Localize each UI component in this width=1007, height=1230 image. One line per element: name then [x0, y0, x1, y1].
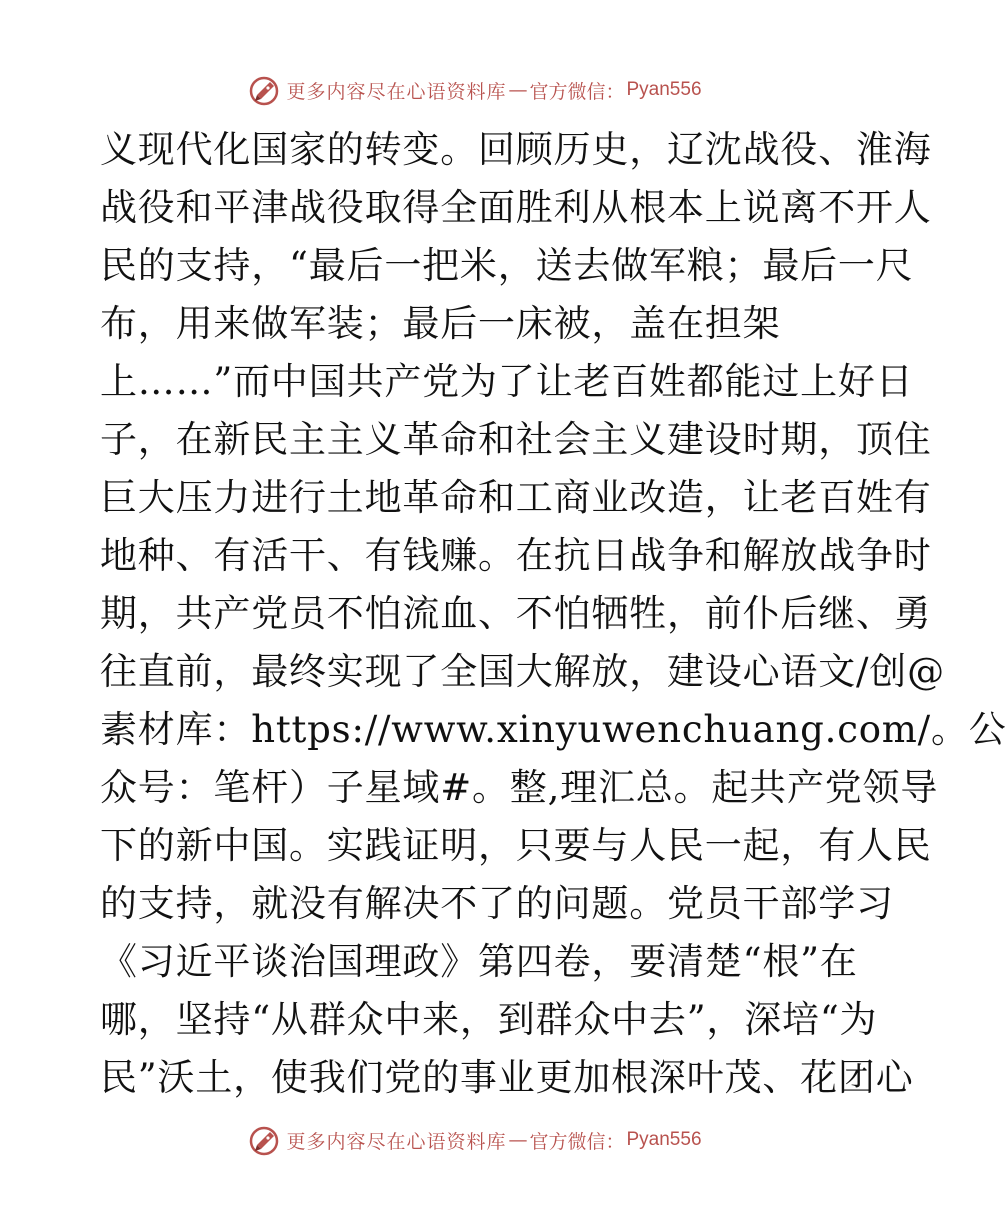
text-line: 哪，坚持“从群众中来，到群众中去”，深培“为: [100, 998, 878, 1041]
banner-dash: —: [508, 1129, 528, 1151]
text-line: 义现代化国家的转变。回顾历史，辽沈战役、淮海: [100, 128, 932, 171]
text-line: 民”沃土，使我们党的事业更加根深叶茂、花团心: [100, 1056, 914, 1099]
pen-logo-icon: [248, 73, 282, 107]
text-line: 期，共产党员不怕流血、不怕牺牲，前仆后继、勇: [100, 592, 932, 635]
text-line: 地种、有活干、有钱赚。在抗日战争和解放战争时: [100, 534, 932, 577]
banner-wechat-label: 官方微信：: [529, 1130, 625, 1153]
banner-title: 更多内容尽在心语资料库: [286, 1130, 507, 1153]
text-line: 子，在新民主主义革命和社会主义建设时期，顶住: [100, 418, 932, 461]
text-line: 的支持，就没有解决不了的问题。党员干部学习: [100, 882, 894, 925]
banner-dash: —: [508, 79, 528, 101]
text-line-with-link: 素材库：https://www.xinyuwenchuang.com/。公: [100, 708, 1007, 751]
text-line: 上……”而中国共产党为了让老百姓都能过上好日: [100, 360, 914, 403]
document-body: [100, 121, 1007, 1107]
footer-banner: [0, 1120, 950, 1160]
text-line: 众号：笔杆）子星域#。整,理汇总。起共产党领导: [100, 766, 939, 809]
text-line: 布，用来做军装；最后一床被，盖在担架: [100, 302, 781, 345]
banner-wechat-label: 官方微信：: [529, 80, 625, 103]
text-line: 巨大压力进行土地革命和工商业改造，让老百姓有: [100, 476, 932, 519]
text-line: 下的新中国。实践证明，只要与人民一起，有人民: [100, 824, 932, 867]
text-line: 往直前，最终实现了全国大解放，建设心语文/创@: [100, 650, 945, 693]
banner-wechat-id: Pyan556: [626, 79, 702, 100]
pen-logo-icon: [248, 1123, 282, 1157]
header-banner: [0, 70, 950, 110]
text-line: 《习近平谈治国理政》第四卷，要清楚“根”在: [100, 940, 858, 983]
banner-wechat-id: Pyan556: [626, 1129, 702, 1150]
text-line: 民的支持，“最后一把米，送去做军粮；最后一尺: [100, 244, 914, 287]
text-line: 战役和平津战役取得全面胜利从根本上说离不开人: [100, 186, 932, 229]
banner-title: 更多内容尽在心语资料库: [286, 80, 507, 103]
